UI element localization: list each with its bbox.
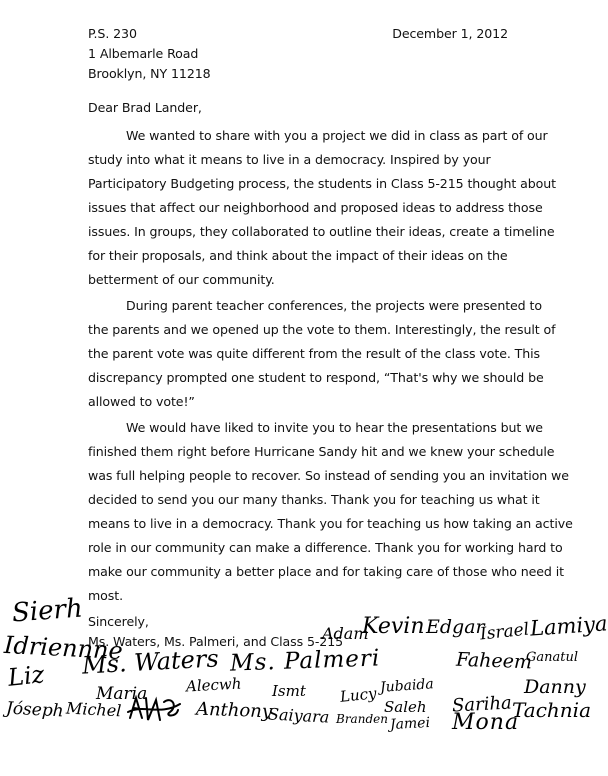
signature: Israel: [479, 619, 531, 645]
signature: Edgar: [426, 616, 485, 638]
signature: Adam: [322, 624, 369, 643]
scribbled-signature: [126, 692, 182, 726]
paragraph-line: allowed to vote!”: [88, 394, 195, 409]
city-state-zip: Brooklyn, NY 11218: [88, 66, 211, 81]
paragraph-line: finished them right before Hurricane Sandy hit and we knew your schedule: [88, 444, 555, 459]
signature: Saiyara: [267, 704, 330, 727]
closing-word: Sincerely,: [88, 614, 149, 629]
signature: Liz: [6, 660, 46, 692]
signature: Jubaida: [379, 676, 435, 696]
paragraph-line: the parent vote was quite different from the result of the class vote. This: [88, 346, 541, 361]
paragraph-line: the parents and we opened up the vote to them. Interestingly, the result of: [88, 322, 556, 337]
signature: Sariha: [451, 692, 513, 717]
signature: Tachnia: [512, 698, 591, 722]
paragraph-line: Participatory Budgeting process, the students in Class 5-215 thought about: [88, 176, 557, 191]
paragraph-line: means to live in a democracy. Thank you for teaching us how taking an active: [88, 516, 573, 531]
letter-date: December 1, 2012: [392, 26, 508, 41]
signature: Idriennne: [3, 630, 124, 666]
signature: Anthony: [195, 698, 273, 723]
signature: Alecwh: [185, 674, 242, 696]
signature: Ismt: [272, 682, 306, 700]
street-address: 1 Albemarle Road: [88, 46, 199, 61]
paragraph-line: most.: [88, 588, 123, 603]
signature: Lamiya: [529, 611, 608, 641]
school-name: P.S. 230: [88, 26, 137, 41]
paragraph-line: discrepancy prompted one student to respond, “That's why we should be: [88, 370, 544, 385]
paragraph-line: study into what it means to live in a democracy. Inspired by your: [88, 152, 491, 167]
paragraph-line: We wanted to share with you a project we did in class as part of our: [126, 128, 548, 143]
paragraph-line: We would have liked to invite you to hear the presentations but we: [126, 420, 543, 435]
paragraph-line: issues. In groups, they collaborated to outline their ideas, create a timeline: [88, 224, 555, 239]
paragraph-line: decided to send you our many thanks. Thank you for teaching us what it: [88, 492, 540, 507]
signature: Ms. Waters: [81, 644, 220, 680]
signature: Branden: [336, 712, 388, 726]
signature: Danny: [524, 676, 586, 698]
signature: Kevin: [362, 614, 425, 639]
signature: Saleh: [384, 698, 427, 716]
signature: Jamei: [389, 714, 431, 734]
paragraph-line: During parent teacher conferences, the projects were presented to: [126, 298, 542, 313]
signature: Ms. Palmeri: [229, 645, 381, 677]
signature: Mona: [452, 710, 520, 735]
paragraph-line: role in our community can make a difference. Thank you for working hard to: [88, 540, 563, 555]
signature: Lucy: [339, 684, 378, 706]
signature: Maria: [96, 684, 148, 704]
signature: Faheem: [455, 648, 533, 674]
signature: Sierh: [11, 593, 84, 629]
salutation: Dear Brad Lander,: [88, 100, 202, 115]
signature: Michel: [65, 698, 122, 721]
paragraph-line: for their proposals, and think about the impact of their ideas on the: [88, 248, 508, 263]
signature: Ganatul: [526, 650, 579, 665]
paragraph-line: make our community a better place and for taking care of those who need it: [88, 564, 564, 579]
signature: Jóseph: [5, 698, 65, 722]
paragraph-line: issues that affect our neighborhood and proposed ideas to address those: [88, 200, 543, 215]
paragraph-line: betterment of our community.: [88, 272, 275, 287]
paragraph-line: was full helping people to recover. So instead of sending you an invitation we: [88, 468, 569, 483]
closing-signatory: Ms. Waters, Ms. Palmeri, and Class 5-215: [88, 634, 344, 649]
